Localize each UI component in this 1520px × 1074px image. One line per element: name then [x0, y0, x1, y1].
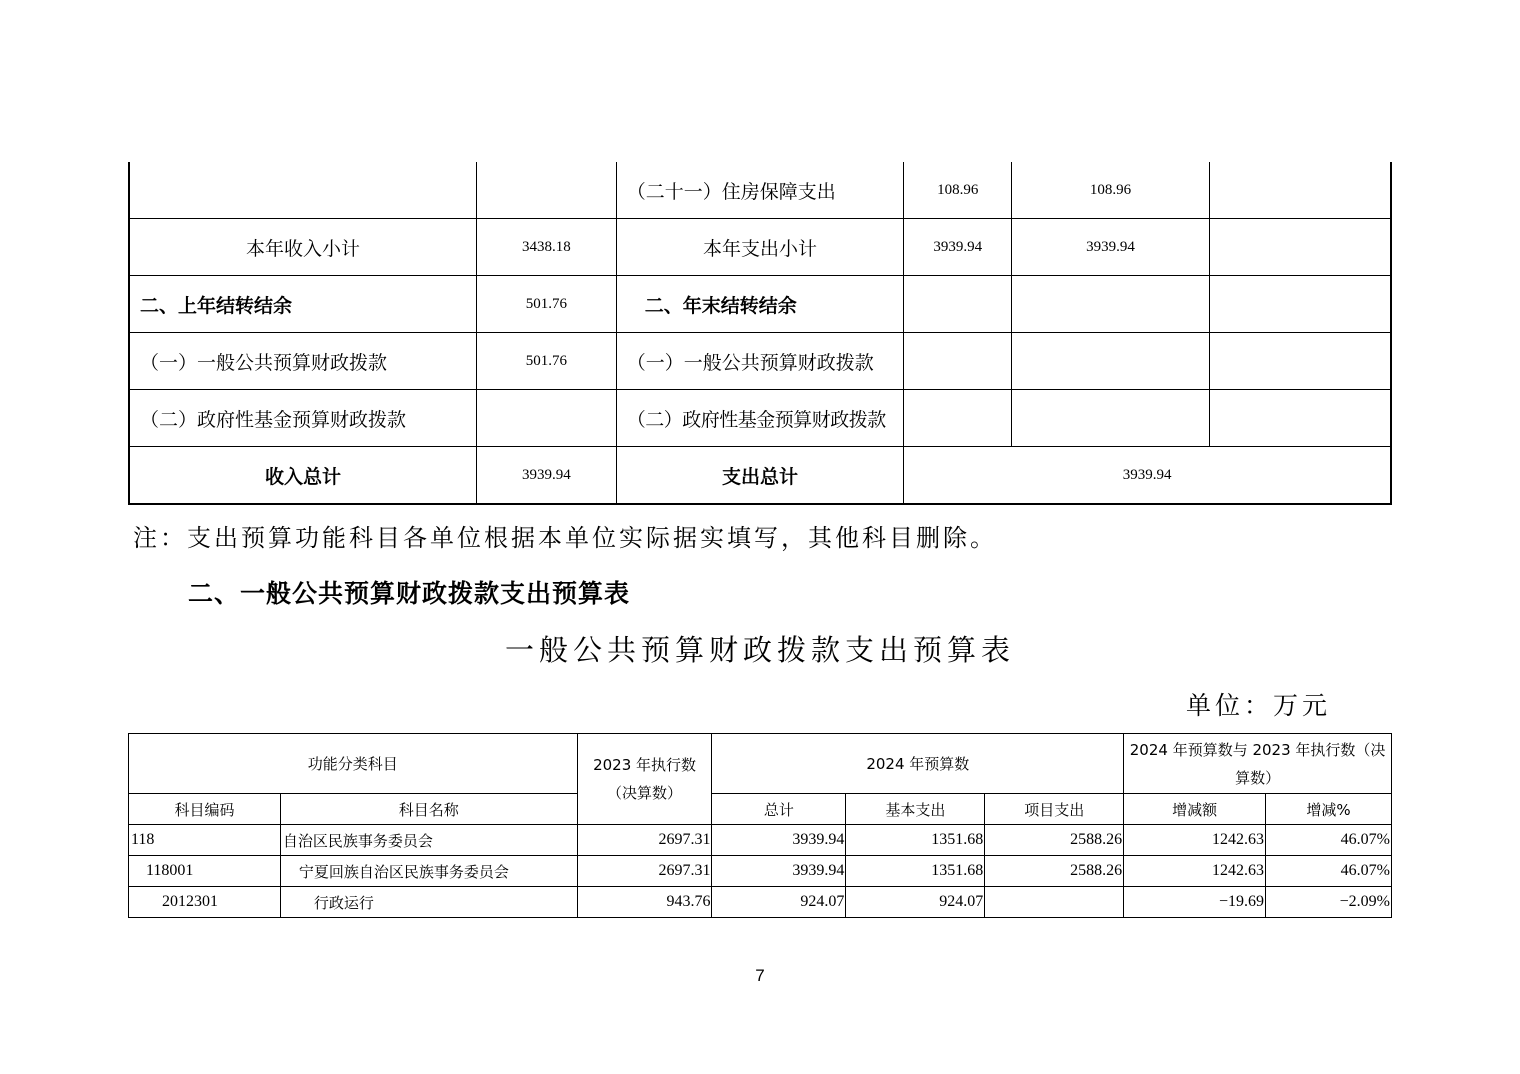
row-total: 3939.94: [712, 825, 846, 856]
income-total-amount: 3939.94: [476, 447, 616, 505]
row-code: 118001: [129, 856, 281, 887]
header-function-category: 功能分类科目: [129, 734, 578, 794]
expense-fund: [1209, 333, 1391, 390]
income-item: 本年收入小计: [129, 219, 476, 276]
row-change-pct: −2.09%: [1266, 887, 1392, 918]
income-item: （二）政府性基金预算财政拨款: [129, 390, 476, 447]
expense-total: [904, 390, 1012, 447]
expense-total-label: 支出总计: [616, 447, 904, 505]
row-name: 宁夏回族自治区民族事务委员会: [280, 856, 577, 887]
expense-general: 3939.94: [1012, 219, 1210, 276]
expense-fund: [1209, 162, 1391, 219]
expense-fund: [1209, 219, 1391, 276]
row-total: 3939.94: [712, 856, 846, 887]
row-exec-2023: 943.76: [577, 887, 712, 918]
expense-general: [1012, 390, 1210, 447]
expense-fund: [1209, 276, 1391, 333]
table-title: 一般公共预算财政拨款支出预算表: [504, 633, 1015, 667]
header-code: 科目编码: [129, 794, 281, 825]
header-total: 总计: [712, 794, 846, 825]
expense-item: （二十一）住房保障支出: [616, 162, 904, 219]
expense-item: 本年支出小计: [616, 219, 904, 276]
expense-item: （二）政府性基金预算财政拨款: [616, 390, 904, 447]
income-item: （一）一般公共预算财政拨款: [129, 333, 476, 390]
row-basic: 924.07: [846, 887, 985, 918]
income-item: [129, 162, 476, 219]
income-amount: 501.76: [476, 333, 616, 390]
header-change-pct: 增减%: [1266, 794, 1392, 825]
expense-general: [1012, 276, 1210, 333]
row-code: 2012301: [129, 887, 281, 918]
row-change-amount: 1242.63: [1124, 856, 1266, 887]
row-change-pct: 46.07%: [1266, 825, 1392, 856]
expense-general: [1012, 333, 1210, 390]
table-row: [129, 856, 1392, 887]
income-amount: 501.76: [476, 276, 616, 333]
row-project: 2588.26: [985, 825, 1124, 856]
income-amount: [476, 162, 616, 219]
row-basic: 1351.68: [846, 856, 985, 887]
row-change-amount: −19.69: [1124, 887, 1266, 918]
header-row: [129, 794, 1392, 825]
row-exec-2023: 2697.31: [577, 856, 712, 887]
income-amount: 3438.18: [476, 219, 616, 276]
header-change-group: 2024 年预算数与 2023 年执行数（决算数）: [1124, 734, 1392, 794]
row-project: [985, 887, 1124, 918]
header-exec-2023: 2023 年执行数（决算数）: [577, 734, 712, 825]
income-amount: [476, 390, 616, 447]
table-row: [129, 825, 1392, 856]
row-exec-2023: 2697.31: [577, 825, 712, 856]
table-row: [129, 276, 1391, 333]
unit-label: 单位：万元: [1186, 691, 1332, 720]
table-note: 注：支出预算功能科目各单位根据本单位实际据实填写，其他科目删除。: [133, 524, 997, 552]
table-row: [129, 390, 1391, 447]
row-total: 924.07: [712, 887, 846, 918]
expense-general: 108.96: [1012, 162, 1210, 219]
expense-total-amount: 3939.94: [904, 447, 1391, 505]
income-item: 二、上年结转结余: [129, 276, 476, 333]
table-row: [129, 887, 1392, 918]
totals-row: [129, 447, 1391, 505]
row-name: 行政运行: [280, 887, 577, 918]
row-basic: 1351.68: [846, 825, 985, 856]
row-change-amount: 1242.63: [1124, 825, 1266, 856]
header-project: 项目支出: [985, 794, 1124, 825]
row-change-pct: 46.07%: [1266, 856, 1392, 887]
header-name: 科目名称: [280, 794, 577, 825]
expense-item: 二、年末结转结余: [616, 276, 904, 333]
header-change-amount: 增减额: [1124, 794, 1266, 825]
row-project: 2588.26: [985, 856, 1124, 887]
row-name: 自治区民族事务委员会: [280, 825, 577, 856]
table-row: [129, 333, 1391, 390]
row-code: 118: [129, 825, 281, 856]
expense-item: （一）一般公共预算财政拨款: [616, 333, 904, 390]
table-row: [129, 162, 1391, 219]
header-row: [129, 734, 1392, 794]
section-heading: 二、一般公共预算财政拨款支出预算表: [188, 579, 631, 608]
expense-fund: [1209, 390, 1391, 447]
expense-total: 3939.94: [904, 219, 1012, 276]
expense-total: [904, 333, 1012, 390]
expense-budget-table: [128, 733, 1392, 918]
expense-total: 108.96: [904, 162, 1012, 219]
table-row: [129, 219, 1391, 276]
header-basic: 基本支出: [846, 794, 985, 825]
header-budget-2024: 2024 年预算数: [712, 734, 1124, 794]
income-total-label: 收入总计: [129, 447, 476, 505]
page-number: 7: [755, 966, 765, 985]
budget-summary-table: [128, 162, 1392, 505]
expense-total: [904, 276, 1012, 333]
